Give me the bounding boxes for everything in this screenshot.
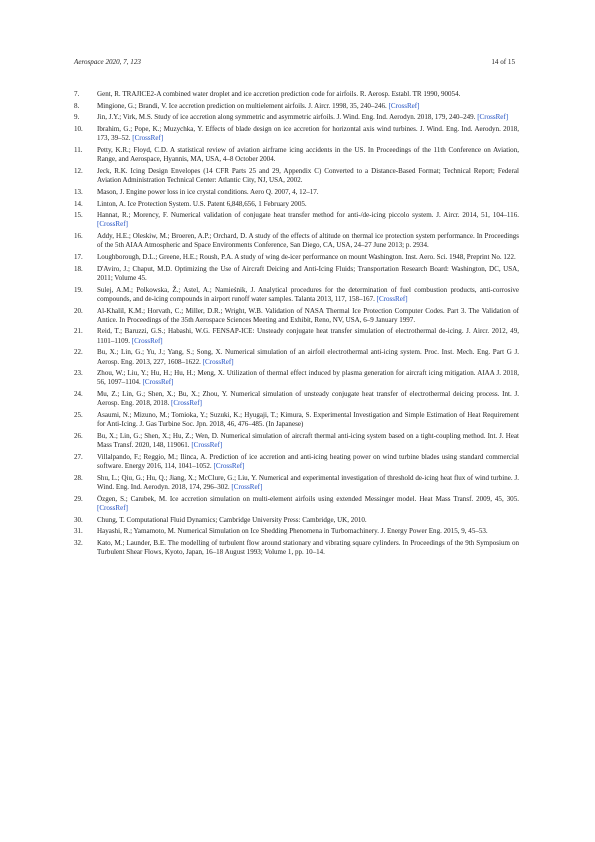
reference-number: 17.	[74, 253, 83, 262]
reference-item	[74, 369, 519, 387]
reference-item	[74, 390, 519, 408]
reference-number: 10.	[74, 125, 83, 134]
reference-item	[74, 527, 519, 536]
reference-item	[74, 516, 519, 525]
reference-item	[74, 495, 519, 513]
reference-item	[74, 253, 519, 262]
reference-text: Hayashi, R.; Yamamoto, M. Numerical Simulation on Ice Shedding Phenomena in Turbomachinery. J. Energy Power Eng. 2015, 9, 45–53.	[97, 527, 488, 536]
reference-text: Jin, J.Y.; Virk, M.S. Study of ice accretion along symmetric and asymmetric airfoils. J. Wind. Eng. Ind. Aerodyn. 2018, 179, 240–249.	[97, 113, 476, 122]
reference-text: Reid, T.; Baruzzi, G.S.; Habashi, W.G. FENSAP-ICE: Unsteady conjugate heat transfer simulation of electrothermal de-icing. J. Aircr. 2012, 49, 1101–1109.	[97, 327, 519, 345]
reference-text: Loughborough, D.L.; Greene, H.E.; Roush, P.A. A study of wing de-icer performance on mount Washington. Inst. Aero. Sci. 1948, Preprint No. 122.	[97, 253, 516, 262]
reference-text: Zhou, W.; Liu, Y.; Hu, H.; Hu, H.; Meng, X. Utilization of thermal effect induced by plasma generation for aircraft icing mitigation. AIAA J. 2018, 56, 1097–1104.	[97, 369, 519, 387]
reference-item	[74, 113, 519, 122]
crossref-link[interactable]: [CrossRef]	[142, 378, 174, 387]
reference-number: 29.	[74, 494, 83, 503]
reference-text: Sulej, A.M.; Polkowska, Ž.; Astel, A.; Namieśnik, J. Analytical procedures for the determination of fuel combustion products, anti-corrosive compounds, and de-icing compounds in airport runoff water samples. Talanta 2013, 117, 158–167.	[97, 285, 519, 303]
reference-item	[74, 327, 519, 345]
crossref-link[interactable]: [CrossRef]	[388, 101, 420, 110]
reference-number: 21.	[74, 327, 83, 336]
reference-text: Petty, K.R.; Floyd, C.D. A statistical review of aviation airframe icing accidents in the US. In Proceedings of the 11th Conference on Aviation, Range, and Aerospace, Hyannis, MA, USA, 4–8 October 2004.	[97, 146, 519, 164]
reference-number: 14.	[74, 199, 83, 208]
reference-item	[74, 232, 519, 250]
reference-number: 22.	[74, 348, 83, 357]
reference-item	[74, 167, 519, 185]
reference-number: 20.	[74, 306, 83, 315]
reference-number: 28.	[74, 473, 83, 482]
reference-number: 31.	[74, 527, 83, 536]
reference-text: Asaumi, N.; Mizuno, M.; Tomioka, Y.; Suzuki, K.; Hyugaji, T.; Kimura, S. Experimental Investigation and Simple Estimation of Heat Requirement for Anti-Icing. J. Gas Turbine Soc. Jpn. 2018, 46, 476–485. (In Japanese)	[97, 411, 519, 429]
reference-item	[74, 125, 519, 143]
reference-text: Mingione, G.; Brandi, V. Ice accretion prediction on multielement airfoils. J. Aircr. 1998, 35, 240–246.	[97, 101, 387, 110]
reference-number: 9.	[74, 113, 80, 122]
reference-text: Villalpando, F.; Reggio, M.; Ilinca, A. Prediction of ice accretion and anti-icing heating power on wind turbine blades using standard commercial software. Energy 2016, 114, 1041–1052.	[97, 452, 519, 471]
reference-item	[74, 211, 519, 229]
reference-text: Bu, X.; Lin, G.; Shen, X.; Hu, Z.; Wen, D. Numerical simulation of aircraft thermal anti-icing system based on a tight-coupling method. Int. J. Heat Mass Transf. 2020, 148, 119061.	[97, 432, 519, 450]
reference-text: Jeck, R.K. Icing Design Envelopes (14 CFR Parts 25 and 29, Appendix C) Converted to a Distance-Based Format; Technical Report; Federal Aviation Administration Technical Center: Atlantic City, NJ, USA, 2002.	[97, 166, 519, 185]
reference-item	[74, 474, 519, 492]
reference-item	[74, 348, 519, 366]
journal-citation: Aerospace 2020, 7, 123	[74, 58, 141, 66]
reference-text: Bu, X.; Lin, G.; Yu, J.; Yang, S.; Song, X. Numerical simulation of an airfoil electrothermal anti-icing system. Proc. Inst. Mech. Eng. Part G J. Aerosp. Eng. 2013, 227, 1608–1622.	[97, 348, 519, 366]
reference-text: D'Aviro, J.; Chaput, M.D. Optimizing the Use of Aircraft Deicing and Anti-Icing Fluids; Transportation Research Board: Washington, DC, USA, 2011; Volume 45.	[97, 264, 519, 282]
reference-list	[74, 90, 519, 560]
reference-text: Ibrahim, G.; Pope, K.; Muzychka, Y. Effects of blade design on ice accretion for horizontal axis wind turbines. J. Wind. Eng. Ind. Aerodyn. 2018, 173, 39–52.	[97, 125, 519, 143]
reference-number: 12.	[74, 166, 83, 175]
reference-item	[74, 411, 519, 429]
reference-number: 23.	[74, 369, 83, 378]
reference-item	[74, 200, 519, 209]
crossref-link[interactable]: [CrossRef]	[477, 113, 509, 122]
reference-number: 16.	[74, 232, 83, 241]
page-number: 14 of 15	[491, 58, 515, 66]
reference-item	[74, 146, 519, 164]
crossref-link[interactable]: [CrossRef]	[376, 294, 408, 303]
reference-number: 19.	[74, 285, 83, 294]
reference-text: Hannat, R.; Morency, F. Numerical validation of conjugate heat transfer method for anti-/de-icing piccolo system. J. Aircr. 2014, 51, 104–116.	[97, 211, 519, 220]
reference-text: Kato, M.; Launder, B.E. The modelling of turbulent flow around stationary and vibrating square cylinders. In Proceedings of the 9th Symposium on Turbulent Shear Flows, Kyoto, Japan, 16–18 August 1993; Volume 1, pp. 10–14.	[97, 539, 519, 557]
reference-text: Mu, Z.; Lin, G.; Shen, X.; Bu, X.; Zhou, Y. Numerical simulation of unsteady conjugate heat transfer of electrothermal deicing process. Int. J. Aerosp. Eng. 2018, 2018.	[97, 390, 519, 408]
crossref-link[interactable]: [CrossRef]	[132, 134, 164, 143]
crossref-link[interactable]: [CrossRef]	[191, 441, 223, 450]
reference-number: 25.	[74, 411, 83, 420]
reference-item	[74, 265, 519, 283]
reference-number: 7.	[74, 90, 80, 98]
crossref-link[interactable]: [CrossRef]	[213, 462, 245, 471]
reference-item	[74, 188, 519, 197]
reference-text: Linton, A. Ice Protection System. U.S. Patent 6,848,656, 1 February 2005.	[97, 199, 307, 208]
reference-text: Chung, T. Computational Fluid Dynamics; Cambridge University Press: Cambridge, UK, 2010.	[97, 515, 367, 524]
reference-number: 26.	[74, 432, 83, 440]
reference-text: Özgen, S.; Canıbek, M. Ice accretion simulation on multi-element airfoils using extended Messinger model. Heat Mass Transf. 2009, 45, 305.	[97, 494, 519, 503]
reference-item	[74, 307, 519, 325]
crossref-link[interactable]: [CrossRef]	[202, 357, 234, 366]
reference-text: Addy, H.E.; Oleskiw, M.; Broeren, A.P.; Orchard, D. A study of the effects of altitude on thermal ice protection system performance. In Proceedings of the 5th AIAA Atmospheric and Space Environments Conference, San Diego, CA, USA, 24–27 June 2013; p. 2934.	[97, 232, 519, 250]
reference-number: 13.	[74, 187, 83, 196]
reference-number: 27.	[74, 452, 83, 461]
crossref-link[interactable]: [CrossRef]	[97, 503, 128, 512]
reference-item	[74, 432, 519, 450]
page-header	[74, 58, 515, 68]
reference-text: Mason, J. Engine power loss in ice crystal conditions. Aero Q. 2007, 4, 12–17.	[97, 187, 319, 196]
crossref-link[interactable]: [CrossRef]	[97, 220, 128, 229]
reference-number: 24.	[74, 390, 83, 399]
reference-number: 32.	[74, 539, 83, 548]
reference-item	[74, 539, 519, 557]
reference-item	[74, 453, 519, 471]
reference-item	[74, 286, 519, 304]
reference-item	[74, 90, 519, 99]
reference-text: Shu, L.; Qiu, G.; Hu, Q.; Jiang, X.; McClure, G.; Liu, Y. Numerical and experimental investigation of threshold de-icing heat flux of wind turbine. J. Wind. Eng. Ind. Aerodyn. 2018, 174, 296–302.	[97, 473, 519, 492]
reference-text: Gent, R. TRAJICE2-A combined water droplet and ice accretion prediction code for airfoils. R. Aerosp. Establ. TR 1990, 90054.	[97, 90, 461, 98]
crossref-link[interactable]: [CrossRef]	[171, 399, 202, 408]
reference-number: 30.	[74, 515, 83, 524]
crossref-link[interactable]: [CrossRef]	[231, 483, 263, 492]
reference-item	[74, 102, 519, 111]
crossref-link[interactable]: [CrossRef]	[131, 336, 163, 345]
reference-number: 18.	[74, 264, 83, 273]
reference-number: 8.	[74, 101, 80, 110]
reference-number: 11.	[74, 146, 83, 155]
reference-number: 15.	[74, 211, 83, 220]
reference-text: Al-Khalil, K.M.; Horvath, C.; Miller, D.R.; Wright, W.B. Validation of NASA Thermal Ice Protection Computer Codes. Part 3. The Validation of Antice. In Proceedings of the 35th Aerospace Sciences Meeting and Exhibit, Reno, NV, USA, 6–9 January 1997.	[97, 306, 519, 324]
